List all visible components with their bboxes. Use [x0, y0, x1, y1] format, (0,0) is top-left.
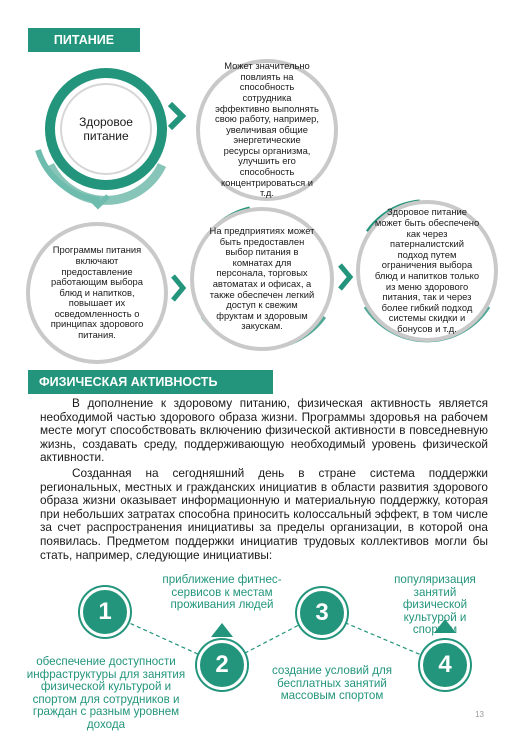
nutrition-circle-4-text: Здоровое питание может быть обеспечено как через патерналистский подход путем ограничения выбора блюд и напитков только из меню здорового питания, так и через более гибкий подход системы скидки и бонусов и т.д.: [374, 206, 480, 334]
step-4-text: популяризация занятий физической культурой и спортом: [394, 573, 476, 637]
step-2-badge: 2: [197, 640, 247, 690]
nutrition-circle-1-text: Может значительно повлиять на способность сотрудника эффективно выполнять свою работу, например, увеличивая общие энергетические ресурсы организма, улучшить его способность концентрироваться и т.д.: [215, 60, 319, 199]
step-1-text: обеспечение доступности инфраструктуры для занятия физической культурой и спортом для сотрудников и граждан с разным уровнем дохода: [26, 655, 186, 731]
step-3-text: создание условий для бесплатных занятий массовым спортом: [271, 664, 392, 703]
nutrition-circle-3-text: На предприятиях может быть предоставлен выбор питания в комнатах для персонала, торговых автоматах и офисах, а также обеспечен легкий доступ к свежим фруктам и здоровым закускам.: [209, 225, 315, 332]
step-4-badge: 4: [420, 640, 470, 690]
main-circle-label: Здоровое питание: [79, 115, 133, 143]
section-title-physical-activity: ФИЗИЧЕСКАЯ АКТИВНОСТЬ: [28, 370, 273, 394]
nutrition-circle-2-text: Программы питания включают предоставление работающим выбора блюд и напитков, повышает их осведомленность о принципах здорового питания.: [50, 244, 144, 341]
page-number: 13: [475, 710, 484, 719]
step-2-text: приближение фитнес-сервисов к местам проживания людей: [162, 573, 282, 612]
step-3-badge: 3: [297, 588, 347, 638]
paragraph-1: В дополнение к здоровому питанию, физическая активность является необходимой частью здорового образа жизни. Программы здоровья на рабочем месте могут способствовать включению физической активности в повседневную жизнь, создавать среду, поддерживающую необходимый уровень физической активности.: [40, 396, 488, 465]
step-1-badge: 1: [80, 587, 130, 637]
paragraph-2: Созданная на сегодняшний день в стране система поддержки региональных, местных и гражданских инициатив в области развития здорового образа жизни оказывает информационную и материальную поддержку, которая при небольших затратах способна приносить колоссальный эффект, в том числе за счет распространения инициативы за пределы организации, в которой она появилась. Предметом поддержки инициатив трудовых коллективов могли бы стать, например, следующие инициативы:: [40, 466, 488, 562]
section-title-nutrition: ПИТАНИЕ: [28, 28, 140, 52]
